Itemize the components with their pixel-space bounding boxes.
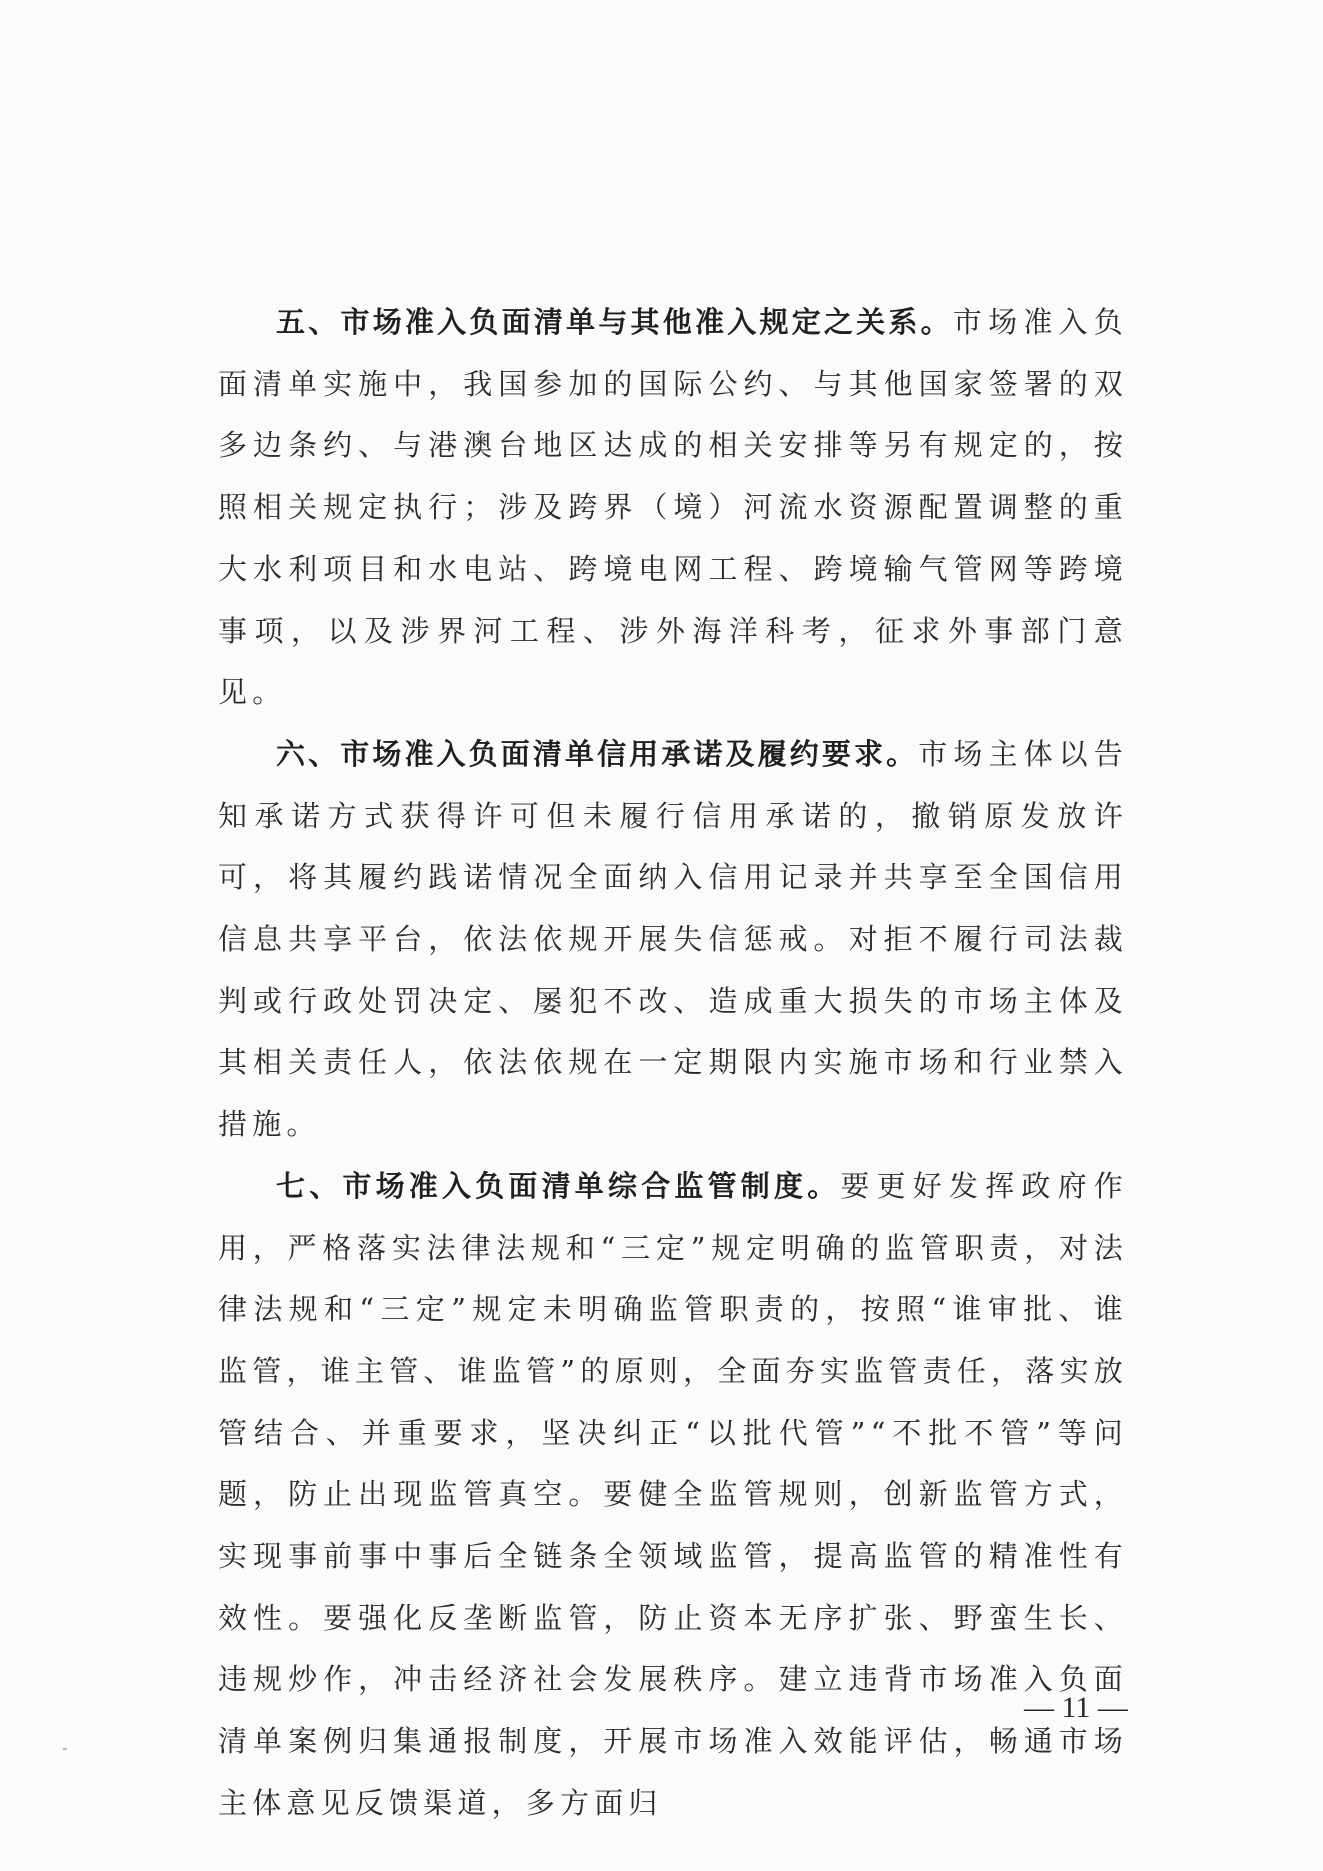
section-7-body: 要更好发挥政府作用，严格落实法律法规和“三定”规定明确的监管职责，对法律法规和“三定”规定未明确监管职责的，按照“谁审批、谁监管，谁主管、谁监管”的原则，全面夯实监管责任，落实放管结合、并重要求，坚决纠正“以批代管”“不批不管”等问题，防止出现监管真空。要健全监管规则，创新监管方式，实现事前事中事后全链条全领域监管，提高监管的精准性有效性。要强化反垄断监管，防止资本无序扩张、野蛮生长、违规炒作，冲击经济社会发展秩序。建立违背市场准入负面清单案例归集通报制度，开展市场准入效能评估，畅通市场主体意见反馈渠道，多方面归: [218, 1168, 1128, 1820]
section-7-heading: 七、市场准入负面清单综合监管制度。: [276, 1168, 841, 1203]
section-6-paragraph: [218, 724, 1128, 1156]
page-number: — 11 —: [1024, 1691, 1128, 1724]
section-5-body: 市场准入负面清单实施中，我国参加的国际公约、与其他国家签署的双多边条约、与港澳台地区达成的相关安排等另有规定的，按照相关规定执行；涉及跨界（境）河流水资源配置调整的重大水利项目和水电站、跨境电网工程、跨境输气管网等跨境事项，以及涉界河工程、涉外海洋科考，征求外事部门意见。: [218, 305, 1128, 710]
section-6-heading: 六、市场准入负面清单信用承诺及履约要求。: [276, 736, 919, 771]
section-6-body: 市场主体以告知承诺方式获得许可但未履行信用承诺的，撤销原发放许可，将其履约践诺情况全面纳入信用记录并共享至全国信用信息共享平台，依法依规开展失信惩戒。对拒不履行司法裁判或行政处罚决定、屡犯不改、造成重大损失的市场主体及其相关责任人，依法依规在一定期限内实施市场和行业禁入措施。: [218, 736, 1128, 1142]
section-5-paragraph: [218, 292, 1128, 724]
section-5-heading: 五、市场准入负面清单与其他准入规定之关系。: [276, 305, 953, 339]
document-body: [218, 292, 1128, 1835]
scan-speck: [63, 1748, 67, 1750]
section-7-paragraph: [218, 1156, 1128, 1835]
